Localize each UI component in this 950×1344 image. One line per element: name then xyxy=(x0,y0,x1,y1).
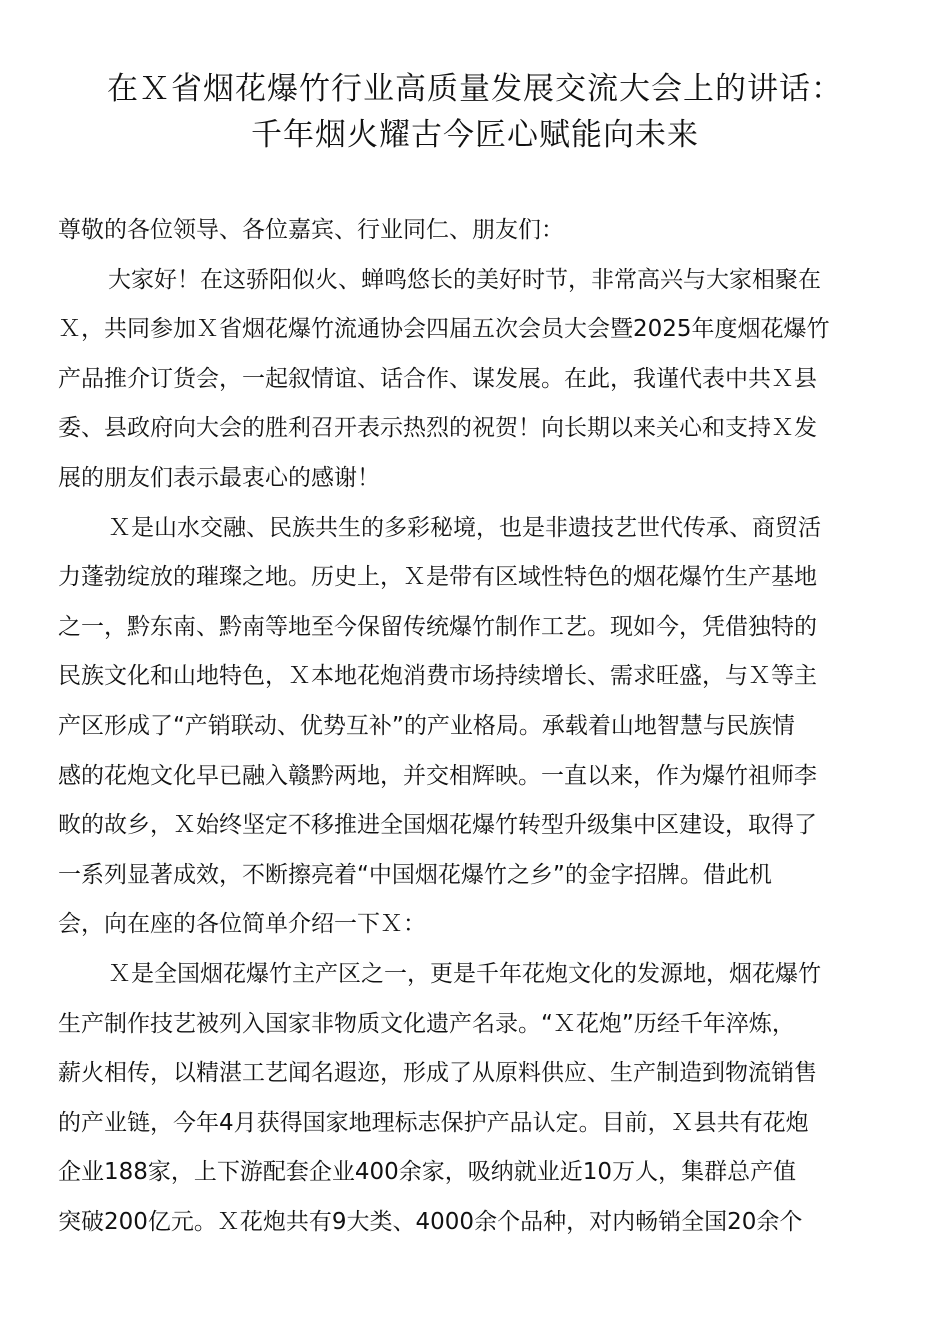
text-line: 产品推介订货会，一起叙情谊、话合作、谋发展。在此，我谨代表中共Ｘ县 xyxy=(58,365,817,392)
text-line: 突破200亿元。Ｘ花炮共有9大类、4000余个品种，对内畅销全国20余个 xyxy=(58,1208,803,1235)
text-line: 一系列显著成效，不断擦亮着“中国烟花爆竹之乡”的金字招牌。借此机 xyxy=(58,861,772,888)
text-line: 展的朋友们表示最衷心的感谢！ xyxy=(58,464,380,491)
text-line: 民族文化和山地特色，Ｘ本地花炮消费市场持续增长、需求旺盛，与Ｘ等主 xyxy=(58,663,817,690)
paragraph-history xyxy=(58,504,892,950)
text-line: 的产业链，今年4月获得国家地理标志保护产品认定。目前，Ｘ县共有花炮 xyxy=(58,1109,809,1136)
text-line: 之一，黔东南、黔南等地至今保留传统爆竹制作工艺。现如今，凭借独特的 xyxy=(58,613,817,640)
text-line: Ｘ，共同参加Ｘ省烟花爆竹流通协会四届五次会员大会暨2025年度烟花爆竹 xyxy=(58,316,830,343)
title-line-2: 千年烟火耀古今匠心赋能向未来 xyxy=(251,117,699,153)
text-line: 产区形成了“产销联动、优势互补”的产业格局。承载着山地智慧与民族情 xyxy=(58,712,795,739)
salutation: 尊敬的各位领导、各位嘉宾、行业同仁、朋友们： xyxy=(58,217,564,243)
title-line-1: 在Ｘ省烟花爆竹行业高质量发展交流大会上的讲话： xyxy=(107,71,843,107)
text-line: 企业188家，上下游配套企业400余家，吸纳就业近10万人，集群总产值 xyxy=(58,1159,797,1186)
paragraph-industry xyxy=(58,950,892,1248)
text-line: 薪火相传，以精湛工艺闻名遐迩，形成了从原料供应、生产制造到物流销售 xyxy=(58,1060,817,1087)
text-line: 畋的故乡，Ｘ始终坚定不移推进全国烟花爆竹转型升级集中区建设，取得了 xyxy=(58,812,817,839)
document-title xyxy=(58,66,892,158)
paragraph-greeting xyxy=(58,256,892,504)
text-line: 生产制作技艺被列入国家非物质文化遗产名录。“Ｘ花炮”历经千年淬炼， xyxy=(58,1010,795,1037)
text-line: Ｘ是山水交融、民族共生的多彩秘境，也是非遗技艺世代传承、商贸活 xyxy=(108,514,821,541)
text-line: 大家好！在这骄阳似火、蝉鸣悠长的美好时节，非常高兴与大家相聚在 xyxy=(108,266,821,293)
text-line: Ｘ是全国烟花爆竹主产区之一，更是千年花炮文化的发源地，烟花爆竹 xyxy=(108,960,821,987)
text-line: 会，向在座的各位简单介绍一下Ｘ： xyxy=(58,911,426,938)
text-line: 力蓬勃绽放的璀璨之地。历史上，Ｘ是带有区域性特色的烟花爆竹生产基地 xyxy=(58,564,817,591)
text-line: 感的花炮文化早已融入赣黔两地，并交相辉映。一直以来，作为爆竹祖师李 xyxy=(58,762,817,789)
text-line: 委、县政府向大会的胜利召开表示热烈的祝贺！向长期以来关心和支持Ｘ发 xyxy=(58,415,817,442)
